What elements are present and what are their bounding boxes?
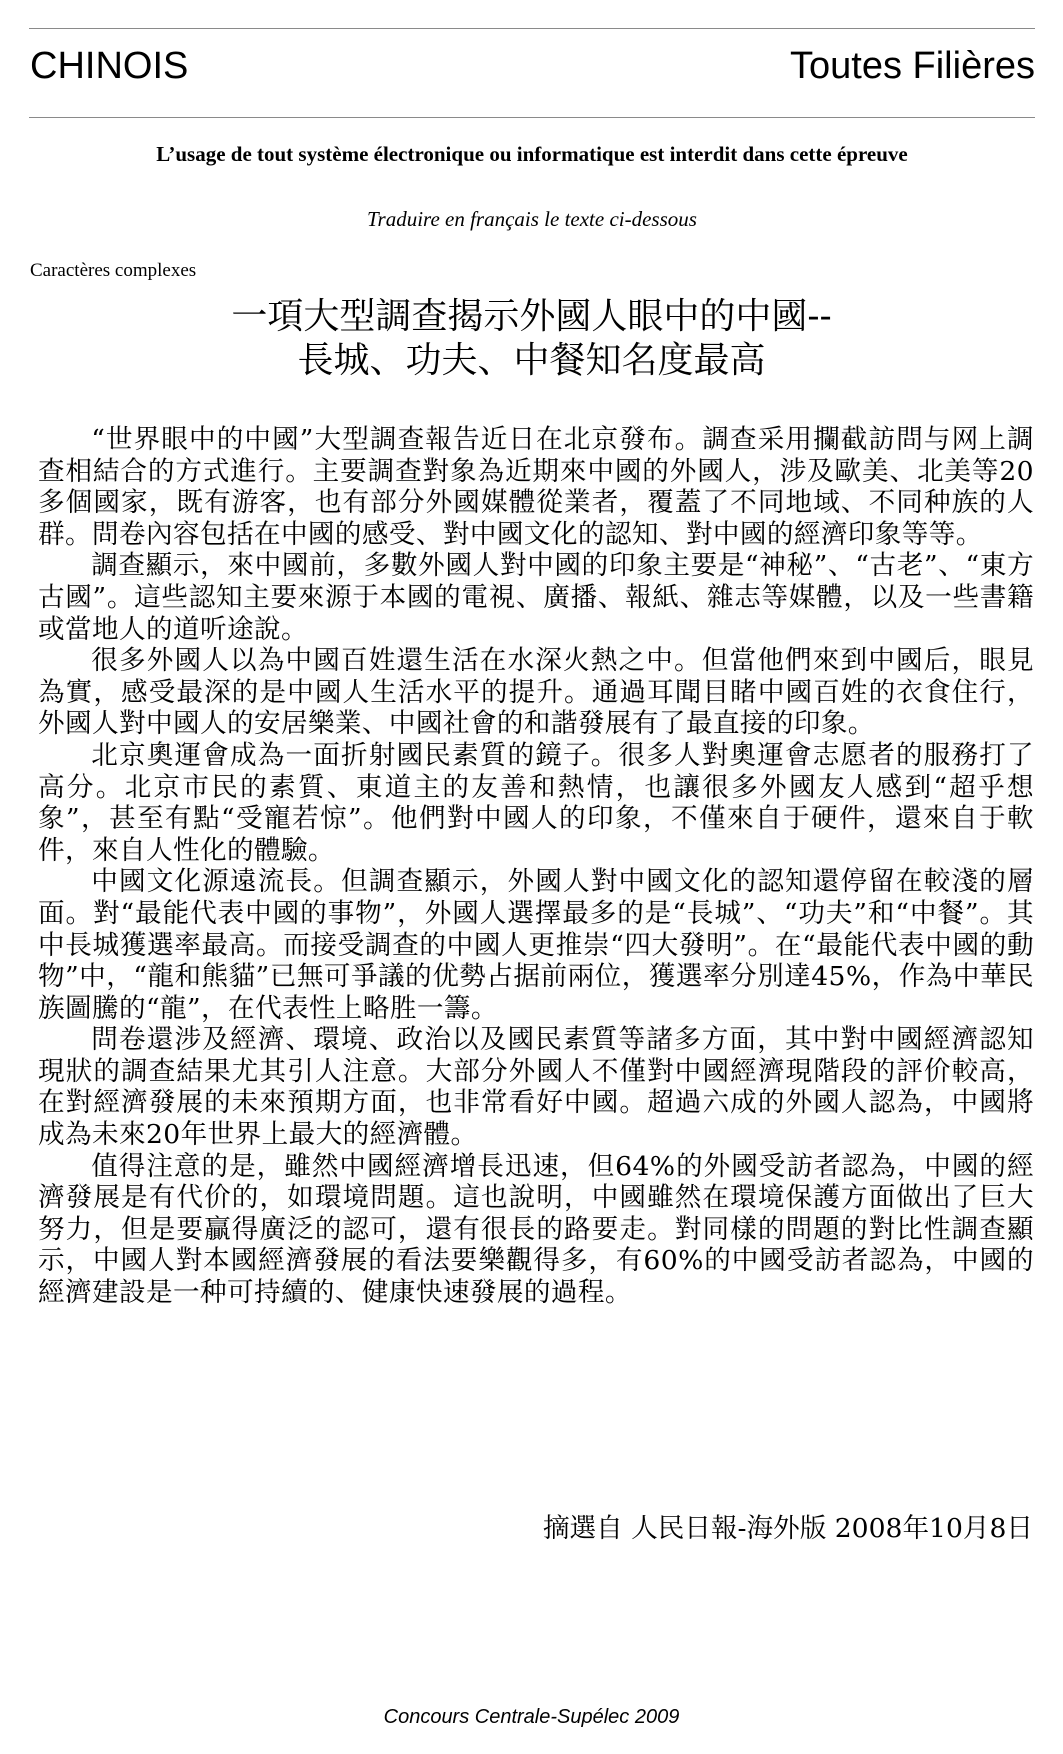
article-paragraph: 北京奧運會成為一面折射國民素質的鏡子。很多人對奧運會志愿者的服務打了高分。北京市民的素質、東道主的友善和熱情，也讓很多外國友人感到“超乎想象”，甚至有點“受寵若惊”。他們對中國人的印象，不僅來自于硬件，還來自于軟件，來自人性化的體驗。 [38, 739, 1034, 866]
article-source: 摘選自 人民日報-海外版 2008年10月8日 [542, 1513, 1033, 1544]
track-title: Toutes Filières [790, 45, 1035, 87]
charset-label: Caractères complexes [30, 260, 197, 281]
top-rule [29, 28, 1035, 29]
header-rule [29, 117, 1035, 118]
exam-warning: L’usage de tout système électronique ou informatique est interdit dans cette épreuve [156, 142, 908, 166]
page-footer: Concours Centrale-Supélec 2009 [383, 1706, 680, 1728]
article-paragraph: 很多外國人以為中國百姓還生活在水深火熱之中。但當他們來到中國后，眼見為實，感受最深的是中國人生活水平的提升。通過耳聞目睹中國百姓的衣食住行，外國人對中國人的安居樂業、中國社會的和諧發展有了最直接的印象。 [38, 645, 1034, 740]
article-paragraph: “世界眼中的中國”大型調查報告近日在北京發布。調查采用攔截訪問与网上調查相結合的方式進行。主要調查對象為近期來中國的外國人，涉及歐美、北美等20多個國家，既有游客，也有部分外國媒體從業者，覆蓋了不同地域、不同种族的人群。問卷內容包括在中國的感受、對中國文化的認知、對中國的經濟印象等等。 [38, 424, 1034, 550]
article-body [38, 424, 1034, 1309]
article-paragraph: 調查顯示，來中國前，多數外國人對中國的印象主要是“神秘”、“古老”、“東方古國”。這些認知主要來源于本國的電視、廣播、報紙、雜志等媒體，以及一些書籍或當地人的道听途說。 [38, 550, 1034, 645]
article-title-line2: 長城、功夫、中餐知名度最高 [297, 340, 766, 381]
subject-title: CHINOIS [30, 45, 189, 87]
article-title-line1: 一項大型調查揭示外國人眼中的中國-- [231, 296, 832, 337]
article-paragraph: 中國文化源遠流長。但調查顯示，外國人對中國文化的認知還停留在較淺的層面。對“最能代表中國的事物”，外國人選擇最多的是“長城”、“功夫”和“中餐”。其中長城獲選率最高。而接受調查的中國人更推崇“四大發明”。在“最能代表中國的動物”中，“龍和熊貓”已無可爭議的优勢占据前兩位，獲選率分別達45%，作為中華民族圖騰的“龍”，在代表性上略胜一籌。 [38, 866, 1034, 1024]
article-paragraph: 值得注意的是，雖然中國經濟增長迅速，但64%的外國受訪者認為，中國的經濟發展是有代价的，如環境問題。這也說明，中國雖然在環境保護方面做出了巨大努力，但是要贏得廣泛的認可，還有很長的路要走。對同樣的問題的對比性調查顯示，中國人對本國經濟發展的看法要樂觀得多，有60%的中國受訪者認為，中國的經濟建設是一种可持續的、健康快速發展的過程。 [38, 1150, 1034, 1309]
exam-instruction: Traduire en français le texte ci-dessous [367, 207, 697, 231]
article-paragraph: 問卷還涉及經濟、環境、政治以及國民素質等諸多方面，其中對中國經濟認知現狀的調查結果尤其引人注意。大部分外國人不僅對中國經濟現階段的評价較高，在對經濟發展的未來預期方面，也非常看好中國。超過六成的外國人認為，中國將成為未來20年世界上最大的經濟體。 [38, 1024, 1034, 1151]
